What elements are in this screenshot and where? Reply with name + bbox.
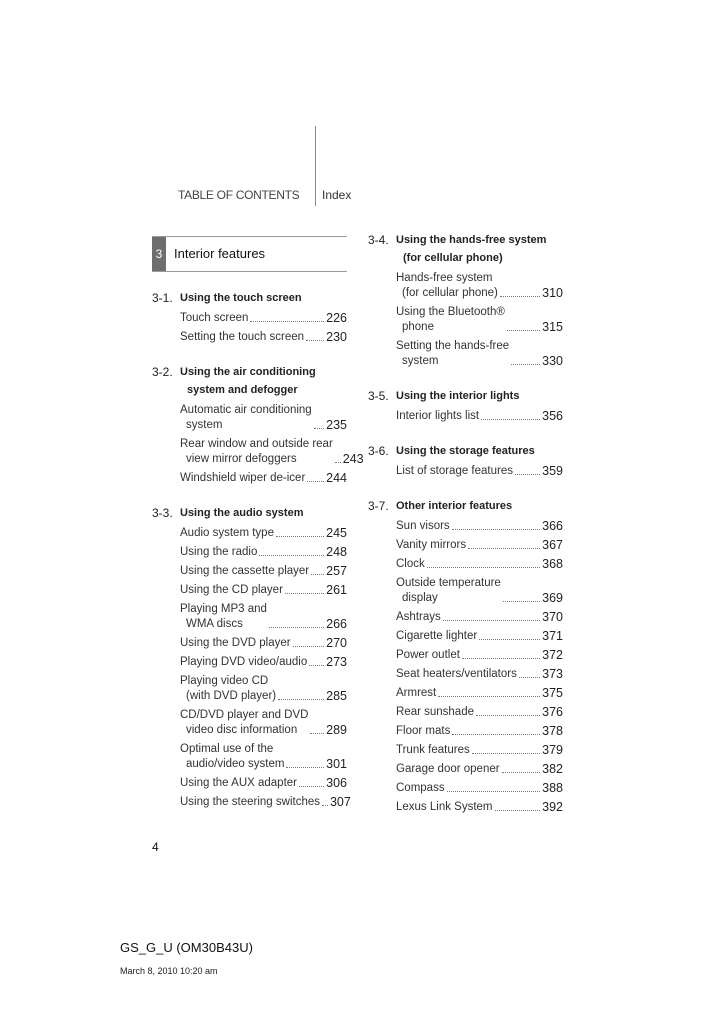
toc-section xyxy=(368,497,563,815)
dot-leader xyxy=(299,786,324,787)
nav-separator xyxy=(315,126,316,206)
toc-entry[interactable] xyxy=(396,781,563,796)
toc-entry[interactable] xyxy=(180,564,347,579)
entry-label-line: Floor mats xyxy=(396,725,451,737)
entry-label-line: CD/DVD player and DVD xyxy=(180,709,309,721)
toc-entry[interactable] xyxy=(396,610,563,625)
entry-page-number: 245 xyxy=(326,526,347,540)
entry-label xyxy=(180,403,312,433)
entry-label xyxy=(396,464,513,479)
entry-page-number: 359 xyxy=(542,464,563,478)
entry-page-number: 368 xyxy=(542,557,563,571)
dot-leader xyxy=(314,428,324,429)
entry-page-number: 226 xyxy=(326,311,347,325)
section-number: 3-7. xyxy=(368,499,389,513)
entry-page-number: 230 xyxy=(326,330,347,344)
dot-leader xyxy=(447,791,541,792)
entry-label xyxy=(396,667,517,682)
entry-label-line: Using the CD player xyxy=(180,584,283,596)
entry-label xyxy=(180,602,267,632)
entry-page-number: 369 xyxy=(542,591,563,605)
entry-label-line: Armrest xyxy=(396,687,437,699)
toc-entry[interactable] xyxy=(396,762,563,777)
entry-label xyxy=(180,545,257,560)
entry-label xyxy=(396,762,500,777)
entry-page-number: 370 xyxy=(542,610,563,624)
toc-entry[interactable] xyxy=(180,330,347,345)
entry-label-line: Setting the touch screen xyxy=(180,331,305,343)
dot-leader xyxy=(462,658,540,659)
entry-label xyxy=(396,743,470,758)
toc-entry[interactable] xyxy=(180,545,347,560)
entry-page-number: 376 xyxy=(542,705,563,719)
entry-page-number: 301 xyxy=(326,757,347,771)
section-number: 3-4. xyxy=(368,233,389,247)
entry-label-line: Using the Bluetooth® xyxy=(396,306,505,318)
entry-label-line: Lexus Link System xyxy=(396,801,493,813)
dot-leader xyxy=(452,734,540,735)
entry-label xyxy=(396,781,445,796)
entry-page-number: 306 xyxy=(326,776,347,790)
entry-page-number: 235 xyxy=(326,418,347,432)
section-gap xyxy=(152,349,347,363)
section-title: Using the hands-free system xyxy=(396,234,547,246)
toc-entry[interactable] xyxy=(396,705,563,720)
entry-label-line: Ashtrays xyxy=(396,611,441,623)
entry-page-number: 388 xyxy=(542,781,563,795)
dot-leader xyxy=(495,810,541,811)
section-gap xyxy=(368,819,563,833)
page-number: 4 xyxy=(152,840,159,854)
toc-entry[interactable] xyxy=(396,667,563,682)
entry-page-number: 356 xyxy=(542,409,563,423)
entry-label xyxy=(396,724,450,739)
toc-entry[interactable] xyxy=(180,776,347,791)
entry-label-line: Outside temperature xyxy=(396,577,501,589)
dot-leader xyxy=(472,753,540,754)
dot-leader xyxy=(285,593,324,594)
entry-label xyxy=(396,519,450,534)
dot-leader xyxy=(250,321,324,322)
dot-leader xyxy=(427,567,540,568)
entry-label xyxy=(180,564,309,579)
entry-page-number: 244 xyxy=(326,471,347,485)
entry-label-line: Hands-free system xyxy=(396,272,493,284)
section-gap xyxy=(368,483,563,497)
entry-page-number: 366 xyxy=(542,519,563,533)
toc-entry[interactable] xyxy=(396,557,563,572)
entry-page-number: 257 xyxy=(326,564,347,578)
toc-entry[interactable] xyxy=(396,538,563,553)
entry-page-number: 261 xyxy=(326,583,347,597)
entry-page-number: 373 xyxy=(542,667,563,681)
entry-label-line: Using the steering switches xyxy=(180,796,320,808)
toc-entry[interactable] xyxy=(396,743,563,758)
toc-entry[interactable] xyxy=(180,526,347,541)
dot-leader xyxy=(335,462,341,463)
dot-leader xyxy=(476,715,540,716)
entry-page-number: 367 xyxy=(542,538,563,552)
section-title: system and defogger xyxy=(187,384,298,396)
dot-leader xyxy=(452,529,540,530)
entry-label-line: (for cellular phone) xyxy=(402,287,498,299)
toc-section xyxy=(152,504,351,810)
toc-entry[interactable] xyxy=(396,409,563,424)
entry-page-number: 375 xyxy=(542,686,563,700)
entry-label-line: Windshield wiper de-icer xyxy=(180,472,306,484)
entry-label xyxy=(396,271,498,301)
toc-entry[interactable] xyxy=(396,464,563,479)
entry-page-number: 330 xyxy=(542,354,563,368)
dot-leader xyxy=(293,646,325,647)
dot-leader xyxy=(515,474,540,475)
entry-label-line: Garage door opener xyxy=(396,763,500,775)
section-gap xyxy=(152,814,347,828)
dot-leader xyxy=(311,574,324,575)
section-title: Using the audio system xyxy=(180,507,304,519)
toc-section xyxy=(368,442,563,479)
dot-leader xyxy=(307,481,324,482)
entry-page-number: 248 xyxy=(326,545,347,559)
entry-label-line: system xyxy=(402,355,439,367)
entry-label-line: Clock xyxy=(396,558,425,570)
dot-leader xyxy=(481,419,540,420)
dot-leader xyxy=(286,767,324,768)
toc-section xyxy=(152,289,347,345)
entry-page-number: 372 xyxy=(542,648,563,662)
dot-leader xyxy=(310,733,324,734)
entry-page-number: 285 xyxy=(326,689,347,703)
entry-label-line: WMA discs xyxy=(186,618,243,630)
toc-entry[interactable] xyxy=(180,437,364,467)
entry-label-line: Touch screen xyxy=(180,312,249,324)
section-title: Using the interior lights xyxy=(396,390,520,402)
entry-label-line: Using the AUX adapter xyxy=(180,777,297,789)
entry-page-number: 371 xyxy=(542,629,563,643)
entry-label-line: Audio system type xyxy=(180,527,274,539)
entry-label-line: Seat heaters/ventilators xyxy=(396,668,517,680)
dot-leader xyxy=(309,665,324,666)
entry-label xyxy=(396,576,501,606)
toc-link[interactable]: TABLE OF CONTENTS xyxy=(178,188,300,202)
toc-entry[interactable] xyxy=(180,636,347,651)
section-number: 3-3. xyxy=(152,506,173,520)
entry-label xyxy=(180,330,304,345)
entry-page-number: 270 xyxy=(326,636,347,650)
dot-leader xyxy=(276,536,324,537)
dot-leader xyxy=(259,555,324,556)
entry-page-number: 266 xyxy=(326,617,347,631)
entry-label-line: Rear sunshade xyxy=(396,706,474,718)
toc-entry[interactable] xyxy=(180,795,351,810)
section-heading[interactable] xyxy=(152,289,347,307)
entry-page-number: 382 xyxy=(542,762,563,776)
entry-label-line: video disc information xyxy=(186,724,298,736)
entry-label-line: Trunk features xyxy=(396,744,470,756)
entry-label xyxy=(396,538,466,553)
entry-label-line: Optimal use of the xyxy=(180,743,274,755)
entry-label-line: (with DVD player) xyxy=(186,690,277,702)
dot-leader xyxy=(322,805,328,806)
chapter-header xyxy=(152,236,347,272)
entry-label xyxy=(180,742,284,772)
chapter-number-tab: 3 xyxy=(152,237,166,271)
entry-label xyxy=(180,776,297,791)
toc-entry[interactable] xyxy=(180,403,347,433)
dot-leader xyxy=(306,340,324,341)
section-number: 3-1. xyxy=(152,291,173,305)
entry-label xyxy=(180,708,308,738)
entry-label xyxy=(180,311,248,326)
section-heading[interactable] xyxy=(368,497,563,515)
entry-label xyxy=(396,800,493,815)
entry-label xyxy=(180,674,276,704)
entry-page-number: 378 xyxy=(542,724,563,738)
dot-leader xyxy=(519,677,540,678)
toc-entry[interactable] xyxy=(396,800,563,815)
toc-entry[interactable] xyxy=(396,519,563,534)
section-number: 3-6. xyxy=(368,444,389,458)
entry-label xyxy=(396,339,509,369)
toc-section xyxy=(368,387,563,424)
document-date: March 8, 2010 10:20 am xyxy=(120,966,218,976)
entry-label xyxy=(180,471,305,486)
entry-label-line: Using the radio xyxy=(180,546,258,558)
toc-entry[interactable] xyxy=(180,311,347,326)
section-heading[interactable] xyxy=(368,442,563,460)
dot-leader xyxy=(511,364,540,365)
section-heading[interactable] xyxy=(152,363,347,399)
section-number: 3-5. xyxy=(368,389,389,403)
entry-label-line: Playing DVD video/audio xyxy=(180,656,308,668)
entry-label xyxy=(396,557,425,572)
entry-label xyxy=(396,705,474,720)
toc-section xyxy=(152,363,364,486)
section-title: (for cellular phone) xyxy=(403,252,503,264)
toc-entry[interactable] xyxy=(396,271,563,301)
entry-label-line: Setting the hands-free xyxy=(396,340,510,352)
entry-label-line: view mirror defoggers xyxy=(186,453,297,465)
entry-label-line: display xyxy=(402,592,438,604)
entry-label-line: Sun visors xyxy=(396,520,450,532)
entry-label-line: system xyxy=(186,419,223,431)
dot-leader xyxy=(479,639,540,640)
entry-label-line: Compass xyxy=(396,782,445,794)
dot-leader xyxy=(507,330,540,331)
entry-label xyxy=(180,437,333,467)
dot-leader xyxy=(468,548,540,549)
entry-label xyxy=(396,629,477,644)
dot-leader xyxy=(443,620,540,621)
toc-entry[interactable] xyxy=(396,629,563,644)
dot-leader xyxy=(269,627,324,628)
entry-page-number: 243 xyxy=(342,452,364,466)
entry-label xyxy=(180,583,283,598)
entry-label-line: Using the DVD player xyxy=(180,637,291,649)
entry-label-line: List of storage features xyxy=(396,465,513,477)
section-gap xyxy=(368,373,563,387)
section-gap xyxy=(368,428,563,442)
toc-entry[interactable] xyxy=(180,742,347,772)
entry-label-line: audio/video system xyxy=(186,758,285,770)
section-gap xyxy=(152,490,347,504)
entry-label xyxy=(180,655,307,670)
section-title: Other interior features xyxy=(396,500,513,512)
toc-entry[interactable] xyxy=(396,576,563,606)
section-title: Using the air conditioning xyxy=(180,366,316,378)
entry-label-line: Using the cassette player xyxy=(180,565,310,577)
entry-label-line: Automatic air conditioning xyxy=(180,404,312,416)
toc-entry[interactable] xyxy=(180,602,347,632)
entry-label xyxy=(180,795,320,810)
toc-entry[interactable] xyxy=(180,708,347,738)
entry-label xyxy=(396,610,441,625)
dot-leader xyxy=(278,699,324,700)
dot-leader xyxy=(503,601,540,602)
entry-label xyxy=(396,409,479,424)
toc-entry[interactable] xyxy=(396,305,563,335)
entry-label-line: Rear window and outside rear xyxy=(180,438,333,450)
entry-page-number: 315 xyxy=(542,320,563,334)
toc-entry[interactable] xyxy=(396,339,563,369)
entry-label-line: Playing MP3 and xyxy=(180,603,267,615)
entry-label-line: Interior lights list xyxy=(396,410,480,422)
toc-entry[interactable] xyxy=(396,686,563,701)
section-heading[interactable] xyxy=(368,387,563,405)
toc-entry[interactable] xyxy=(180,471,347,486)
entry-label-line: phone xyxy=(402,321,434,333)
section-title: Using the storage features xyxy=(396,445,535,457)
entry-label xyxy=(396,648,460,663)
dot-leader xyxy=(500,296,540,297)
chapter-title: Interior features xyxy=(174,246,266,261)
section-number: 3-2. xyxy=(152,365,173,379)
entry-page-number: 273 xyxy=(326,655,347,669)
toc-column-right xyxy=(368,231,563,833)
toc-entry[interactable] xyxy=(180,655,347,670)
entry-page-number: 307 xyxy=(329,795,351,809)
toc-entry[interactable] xyxy=(396,648,563,663)
entry-label-line: Vanity mirrors xyxy=(396,539,467,551)
entry-page-number: 392 xyxy=(542,800,563,814)
entry-page-number: 289 xyxy=(326,723,347,737)
entry-label-line: Power outlet xyxy=(396,649,460,661)
dot-leader xyxy=(438,696,540,697)
entry-label-line: Cigarette lighter xyxy=(396,630,478,642)
section-heading[interactable] xyxy=(152,504,347,522)
entry-label-line: Playing video CD xyxy=(180,675,269,687)
toc-entry[interactable] xyxy=(180,583,347,598)
document-code: GS_G_U (OM30B43U) xyxy=(120,940,253,955)
toc-entry[interactable] xyxy=(180,674,347,704)
entry-label xyxy=(180,636,291,651)
entry-page-number: 310 xyxy=(542,286,563,300)
index-link[interactable]: Index xyxy=(322,188,352,202)
entry-page-number: 379 xyxy=(542,743,563,757)
entry-label xyxy=(396,305,505,335)
section-heading[interactable] xyxy=(368,231,563,267)
dot-leader xyxy=(502,772,541,773)
toc-entry[interactable] xyxy=(396,724,563,739)
entry-label xyxy=(396,686,436,701)
toc-column-left xyxy=(152,289,364,828)
section-title: Using the touch screen xyxy=(180,292,302,304)
toc-section xyxy=(368,231,563,369)
entry-label xyxy=(180,526,274,541)
